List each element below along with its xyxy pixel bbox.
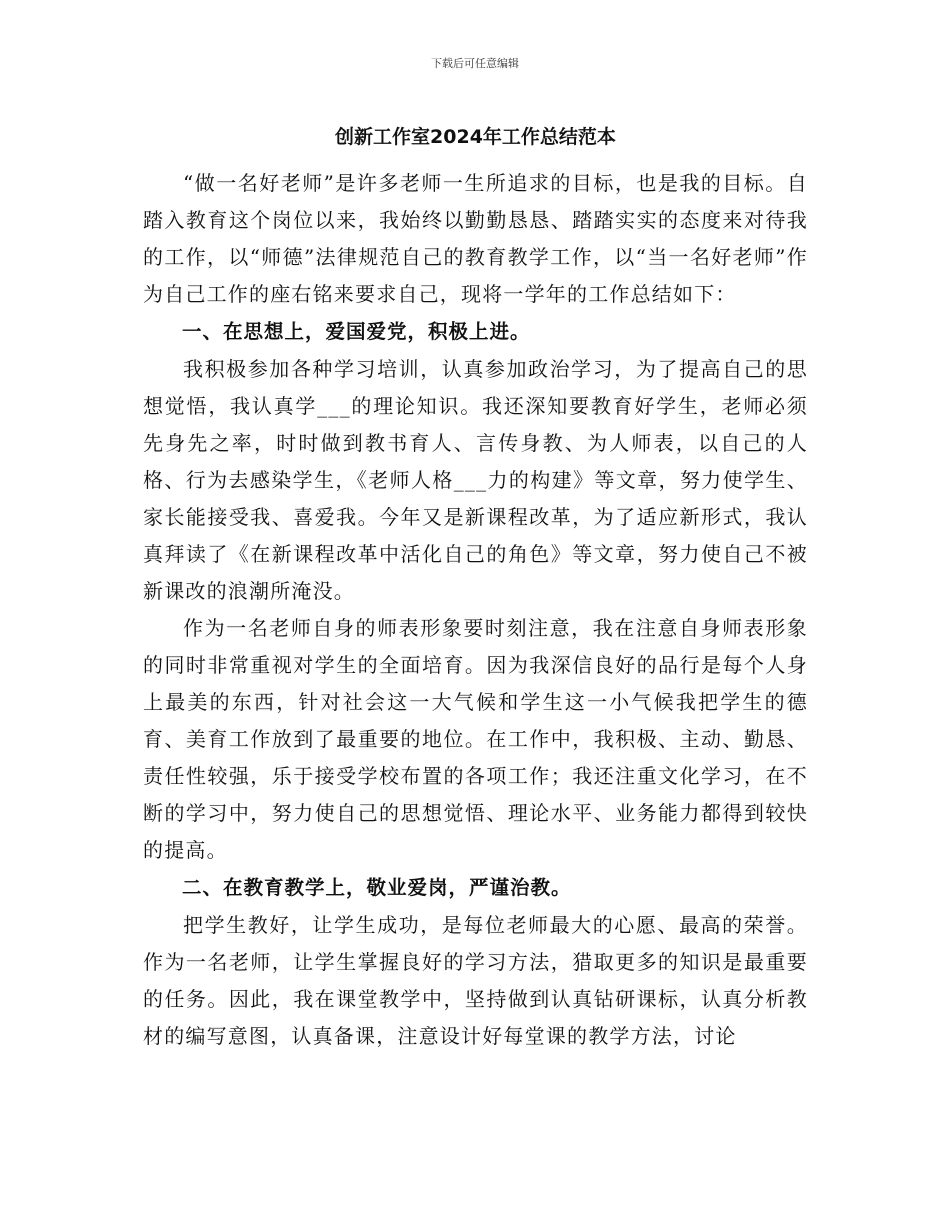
paragraph-teaching: 把学生教好，让学生成功，是每位老师最大的心愿、最高的荣誉。作为一名老师，让学生掌握良好的学习方法，猎取更多的知识是最重要的任务。因此，我在课堂教学中，坚持做到认真钻研课标，认真分析教材的编写意图，认真备课，注意设计好每堂课的教学方法，讨论: [143, 913, 808, 1048]
paragraph-study: 我积极参加各种学习培训，认真参加政治学习，为了提高自己的思想觉悟，我认真学___的理论知识。我还深知要教育好学生，老师必须先身先之率，时时做到教书育人、言传身教、为人师表，以自己的人格、行为去感染学生，《老师人格___力的构建》等文章，努力使学生、家长能接受我、喜爱我。今年又是新课程改革，为了适应新形式，我认真拜读了《在新课程改革中活化自己的角色》等文章，努力使自己不被新课改的浪潮所淹没。: [143, 357, 808, 603]
section-heading-1: 一、在思想上，爱国爱党，积极上进。: [182, 320, 531, 343]
document-title: 创新工作室2024年工作总结范本: [335, 126, 616, 148]
page-header-note: 下载后可任意编辑: [431, 57, 519, 70]
section-heading-2: 二、在教育教学上，敬业爱岗，严谨治教。: [182, 876, 572, 899]
paragraph-intro: “做一名好老师”是许多老师一生所追求的目标，也是我的目标。自踏入教育这个岗位以来，我始终以勤勤恳恳、踏踏实实的态度来对待我的工作，以“师德”法律规范自己的教育教学工作，以“当一名好老师”作为自己工作的座右铭来要求自己，现将一学年的工作总结如下：: [143, 171, 808, 306]
document-body: [143, 117, 808, 1055]
paragraph-image: 作为一名老师自身的师表形象要时刻注意，我在注意自身师表形象的同时非常重视对学生的全面培育。因为我深信良好的品行是每个人身上最美的东西，针对社会这一大气候和学生这一小气候我把学生的德育、美育工作放到了最重要的地位。在工作中，我积极、主动、勤恳、责任性较强，乐于接受学校布置的各项工作；我还注重文化学习，在不断的学习中，努力使自己的思想觉悟、理论水平、业务能力都得到较快的提高。: [143, 616, 808, 862]
